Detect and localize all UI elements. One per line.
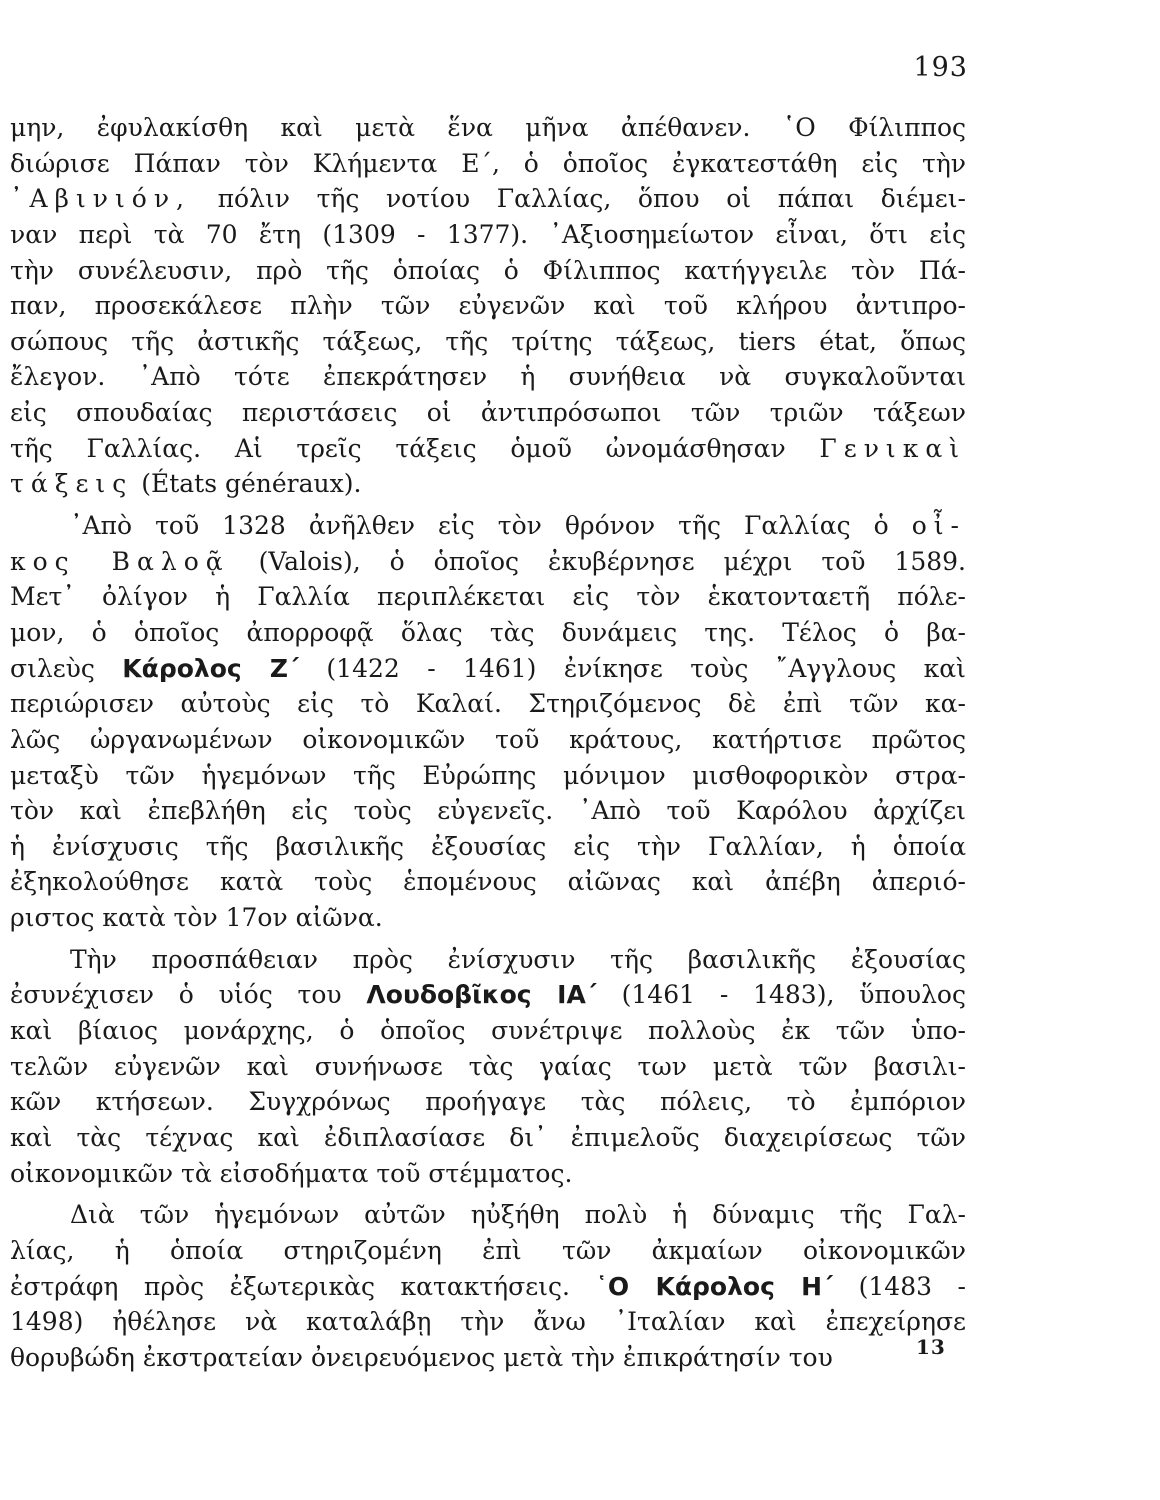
text-run: Διὰ τῶν ἡγεμόνων αὐτῶν ηὐξήθη πολὺ ἡ δύναμις τῆς Γαλ- bbox=[70, 1200, 966, 1230]
text-line bbox=[10, 977, 966, 1013]
text-run: πόλιν τῆς νοτίου Γαλλίας, ὅπου οἱ πάπαι διέμει- bbox=[191, 184, 966, 214]
text-line bbox=[10, 1269, 966, 1305]
text-run: τῆς Γαλλίας. Αἱ τρεῖς τάξεις ὁμοῦ ὠνομάσθησαν bbox=[10, 433, 820, 463]
bold-name: Κάρολος Ζ΄ bbox=[122, 653, 300, 683]
text-run: ἔλεγον. ᾽Απὸ τότε ἐπεκράτησεν ἡ συνήθεια νὰ συγκαλοῦνται bbox=[10, 362, 966, 392]
text-line bbox=[10, 793, 966, 829]
text-run: (1483 - bbox=[833, 1271, 966, 1301]
paragraph bbox=[10, 1197, 966, 1375]
text-run: τελῶν εὐγενῶν καὶ συνήνωσε τὰς γαίας των μετὰ τῶν βασιλι- bbox=[10, 1051, 966, 1081]
text-run: ἐστράφη πρὸς ἐξωτερικὰς κατακτήσεις. bbox=[10, 1271, 596, 1301]
text-line bbox=[10, 1049, 966, 1085]
text-line bbox=[10, 686, 966, 722]
text-line bbox=[10, 1156, 966, 1192]
text-line bbox=[10, 431, 966, 467]
text-run: (Valois), ὁ ὁποῖος ἐκυβέρνησε μέχρι τοῦ 1589. bbox=[229, 546, 966, 576]
text-line bbox=[10, 1013, 966, 1049]
text-line bbox=[10, 1233, 966, 1269]
text-line bbox=[10, 722, 966, 758]
text-line bbox=[10, 359, 966, 395]
bold-name: ῾Ο Κάρολος Η΄ bbox=[595, 1271, 834, 1301]
text-run: τὴν συνέλευσιν, πρὸ τῆς ὁποίας ὁ Φίλιππος κατήγγειλε τὸν Πά- bbox=[10, 255, 966, 285]
text-line bbox=[10, 508, 966, 544]
text-line bbox=[10, 288, 966, 324]
text-run: ᾽Απὸ τοῦ 1328 ἀνῆλθεν εἰς τὸν θρόνον τῆς Γαλλίας ὁ bbox=[70, 511, 912, 541]
text-run: (États généraux). bbox=[133, 469, 362, 499]
signature-mark: 13 bbox=[916, 1335, 946, 1359]
text-run: τὸν καὶ ἐπεβλήθη εἰς τοὺς εὐγενεῖς. ᾽Απὸ τοῦ Καρόλου ἀρχίζει bbox=[10, 796, 966, 826]
text-run: θορυβώδη ἐκστρατείαν ὀνειρευόμενος μετὰ τὴν ἐπικράτησίν του bbox=[10, 1342, 833, 1372]
page-number: 193 bbox=[913, 52, 968, 83]
text-run: ναν περὶ τὰ 70 ἔτη (1309 - 1377). ᾽Αξιοσημείωτον εἶναι, ὅτι εἰς bbox=[10, 219, 966, 249]
text-line bbox=[10, 146, 966, 182]
text-run: παν, προσεκάλεσε πλὴν τῶν εὐγενῶν καὶ τοῦ κλήρου ἀντιπρο- bbox=[10, 291, 966, 321]
text-run: Τὴν προσπάθειαν πρὸς ἐνίσχυσιν τῆς βασιλικῆς ἐξουσίας bbox=[70, 944, 966, 974]
text-line bbox=[10, 579, 966, 615]
text-run: περιώρισεν αὐτοὺς εἰς τὸ Καλαί. Στηριζόμενος δὲ ἐπὶ τῶν κα- bbox=[10, 689, 966, 719]
text-run: ριστος κατὰ τὸν 17ον αἰῶνα. bbox=[10, 903, 383, 933]
spaced-term: οἶ- bbox=[911, 511, 966, 541]
text-run: λῶς ὠργανωμένων οἰκονομικῶν τοῦ κράτους, κατήρτισε πρῶτος bbox=[10, 724, 966, 754]
text-line bbox=[10, 864, 966, 900]
spaced-term: κος Βαλοᾷ bbox=[10, 546, 230, 576]
text-line bbox=[10, 829, 966, 865]
text-run: οἰκονομικῶν τὰ εἰσοδήματα τοῦ στέμματος. bbox=[10, 1158, 573, 1188]
spaced-term: ᾽Αβινιόν, bbox=[10, 184, 192, 214]
text-run: μεταξὺ τῶν ἡγεμόνων τῆς Εὐρώπης μόνιμον μισθοφορικὸν στρα- bbox=[10, 760, 966, 790]
text-line bbox=[10, 1120, 966, 1156]
text-run: Μετ᾽ ὀλίγον ἡ Γαλλία περιπλέκεται εἰς τὸν ἑκατονταετῆ πόλε- bbox=[10, 582, 966, 612]
spaced-term: τάξεις bbox=[10, 469, 134, 499]
text-run: (1422 - 1461) ἐνίκησε τοὺς ῎Αγγλους καὶ bbox=[299, 653, 966, 683]
paragraph bbox=[10, 508, 966, 936]
text-run: ἐξηκολούθησε κατὰ τοὺς ἑπομένους αἰῶνας καὶ ἀπέβη ἀπεριό- bbox=[10, 867, 966, 897]
text-line bbox=[10, 466, 966, 502]
text-run: εἰς σπουδαίας περιστάσεις οἱ ἀντιπρόσωποι τῶν τριῶν τάξεων bbox=[10, 398, 966, 428]
text-run: σώπους τῆς ἀστικῆς τάξεως, τῆς τρίτης τάξεως, tiers état, ὅπως bbox=[10, 326, 966, 356]
text-line bbox=[10, 217, 966, 253]
text-line bbox=[10, 942, 966, 978]
text-run: λίας, ἡ ὁποία στηριζομένη ἐπὶ τῶν ἀκμαίων οἰκονομικῶν bbox=[10, 1235, 966, 1265]
text-line bbox=[10, 544, 966, 580]
bold-name: Λουδοβῖκος ΙΑ΄ bbox=[366, 980, 597, 1010]
paragraph bbox=[10, 110, 966, 502]
text-line bbox=[10, 324, 966, 360]
text-run: σιλεὺς bbox=[10, 653, 123, 683]
text-line bbox=[10, 1197, 966, 1233]
text-run: ἐσυνέχισεν ὁ υἱός του bbox=[10, 980, 367, 1010]
paragraph bbox=[10, 942, 966, 1191]
text-run: 1498) ἠθέλησε νὰ καταλάβῃ τὴν ἄνω ᾽Ιταλίαν καὶ ἐπεχείρησε bbox=[10, 1307, 966, 1337]
text-line bbox=[10, 1304, 966, 1340]
spaced-term: Γενικαὶ bbox=[819, 433, 966, 463]
body-text bbox=[10, 110, 966, 1375]
text-line bbox=[10, 900, 966, 936]
text-line bbox=[10, 110, 966, 146]
text-line bbox=[10, 651, 966, 687]
text-run: μον, ὁ ὁποῖος ἀπορροφᾷ ὅλας τὰς δυνάμεις της. Τέλος ὁ βα- bbox=[10, 617, 966, 647]
text-line bbox=[10, 615, 966, 651]
text-run: διώρισε Πάπαν τὸν Κλήμεντα Ε΄, ὁ ὁποῖος ἐγκατεστάθη εἰς τὴν bbox=[10, 148, 966, 178]
text-line bbox=[10, 758, 966, 794]
text-line bbox=[10, 1084, 966, 1120]
text-line bbox=[10, 1340, 966, 1376]
text-run: καὶ τὰς τέχνας καὶ ἐδιπλασίασε δι᾽ ἐπιμελοῦς διαχειρίσεως τῶν bbox=[10, 1122, 966, 1152]
text-run: κῶν κτήσεων. Συγχρόνως προήγαγε τὰς πόλεις, τὸ ἐμπόριον bbox=[10, 1087, 966, 1117]
text-line bbox=[10, 253, 966, 289]
text-line bbox=[10, 395, 966, 431]
text-line bbox=[10, 181, 966, 217]
text-run: ἡ ἐνίσχυσις τῆς βασιλικῆς ἐξουσίας εἰς τὴν Γαλλίαν, ἡ ὁποία bbox=[10, 831, 966, 861]
text-run: μην, ἐφυλακίσθη καὶ μετὰ ἕνα μῆνα ἀπέθανεν. ῾Ο Φίλιππος bbox=[10, 113, 966, 142]
text-run: (1461 - 1483), ὕπουλος bbox=[596, 980, 966, 1010]
text-run: καὶ βίαιος μονάρχης, ὁ ὁποῖος συνέτριψε πολλοὺς ἐκ τῶν ὑπο- bbox=[10, 1016, 966, 1046]
